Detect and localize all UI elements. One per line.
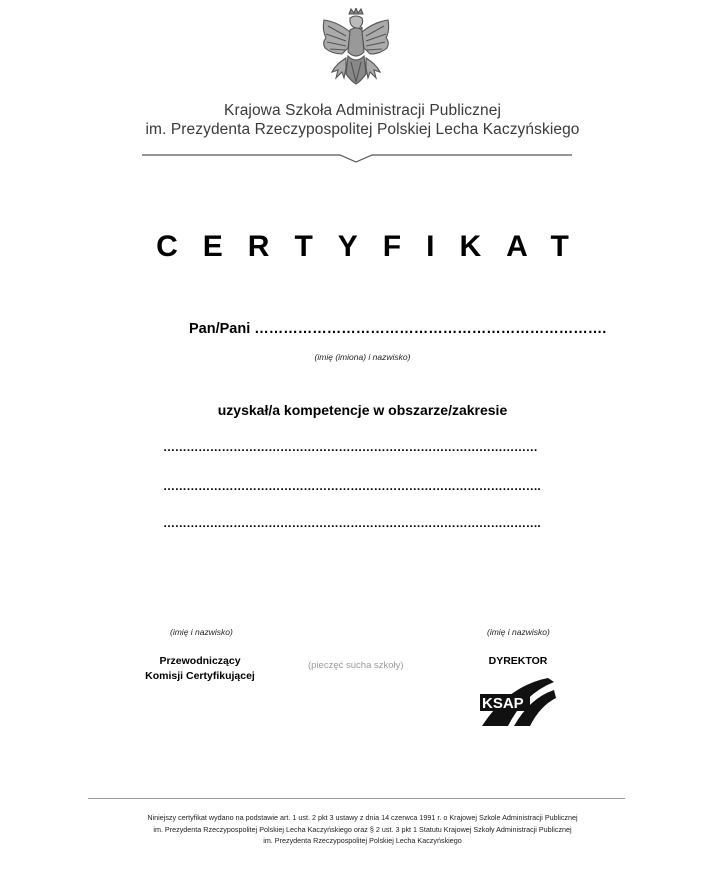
blank-line: ……………………………………………………………………………………	[163, 440, 538, 454]
legal-footnote	[0, 812, 725, 847]
polish-eagle-emblem	[318, 8, 394, 90]
chair-role-line2: Komisji Certyfikującej	[145, 670, 255, 682]
certificate-title: CERTYFIKAT	[156, 230, 594, 263]
recipient-line: Pan/Pani ……………………………………………………………….	[189, 321, 607, 337]
blank-line: …………………………………………………………………………………….	[163, 479, 541, 493]
left-signature-caption: (imię i nazwisko)	[170, 627, 233, 637]
footnote-line: im. Prezydenta Rzeczypospolitej Polskiej Lecha Kaczyńskiego	[263, 836, 462, 845]
chair-role-line1: Przewodniczący	[159, 655, 241, 667]
footer-divider	[88, 798, 625, 799]
right-signature-caption: (imię i nazwisko)	[487, 627, 550, 637]
competence-statement: uzyskał/a kompetencje w obszarze/zakresie	[217, 402, 508, 418]
header-divider	[140, 148, 572, 166]
footnote-line: im. Prezydenta Rzeczypospolitej Polskiej Lecha Kaczyńskiego oraz § 2 ust. 3 pkt 1 Statutu Krajowej Szkoły Administracji Publicznej	[153, 824, 572, 834]
institution-patron: im. Prezydenta Rzeczypospolitej Polskiej Lecha Kaczyńskiego	[145, 121, 580, 138]
footnote-line: Niniejszy certyfikat wydano na podstawie art. 1 ust. 2 pkt 3 ustawy z dnia 14 czerwca 1991 r. o Krajowej Szkole Administracji Publicznej	[147, 813, 578, 822]
director-role: DYREKTOR	[488, 655, 548, 667]
institution-name: Krajowa Szkoła Administracji Publicznej	[224, 102, 501, 119]
ksap-logo	[478, 672, 556, 726]
blank-line: …………………………………………………………………………………….	[163, 516, 541, 530]
chair-role	[130, 654, 270, 684]
ksap-logo-text: KSAP	[482, 695, 524, 712]
seal-placeholder: (pieczęć sucha szkoły)	[308, 660, 404, 671]
name-caption: (imię (imiona) i nazwisko)	[314, 352, 411, 362]
